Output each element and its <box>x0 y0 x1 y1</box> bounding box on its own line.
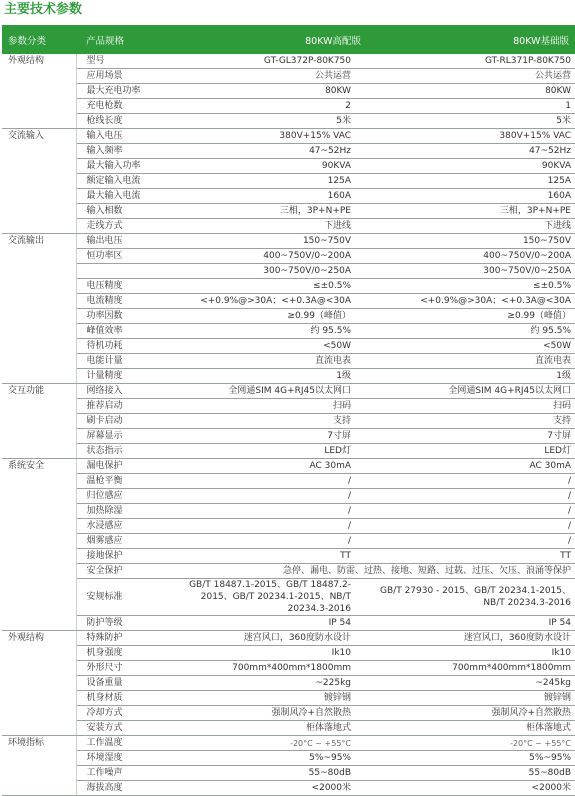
table-row <box>2 661 575 676</box>
value-high: 160A <box>161 189 367 204</box>
section-category: 交互功能 <box>2 384 76 459</box>
section-category: 交流输出 <box>2 234 76 384</box>
value-high: / <box>161 504 367 519</box>
param-name: 安全保护 <box>76 564 161 579</box>
value-base: / <box>367 534 575 549</box>
value-base: AC 30mA <box>367 459 575 474</box>
param-name: 走线方式 <box>76 219 161 234</box>
param-name: 计量精度 <box>76 369 161 384</box>
param-name: 归位感应 <box>76 489 161 504</box>
value-base: ≤±0.5% <box>367 279 575 294</box>
param-name: 推荐启动 <box>76 399 161 414</box>
value-high: 公共运营 <box>161 69 367 84</box>
param-name: 温枪平衡 <box>76 474 161 489</box>
param-name: 冷却方式 <box>76 706 161 721</box>
table-row <box>2 384 575 399</box>
table-row <box>2 646 575 661</box>
value-high: 150~750V <box>161 234 367 249</box>
table-row <box>2 354 575 369</box>
param-name: 充电枪数 <box>76 99 161 114</box>
table-row <box>2 234 575 249</box>
value-base: 380V+15% VAC <box>367 129 575 144</box>
param-name: 水浸感应 <box>76 519 161 534</box>
table-row <box>2 429 575 444</box>
param-name: 接地保护 <box>76 549 161 564</box>
value-base: 三相，3P+N+PE <box>367 204 575 219</box>
value-high: 90KVA <box>161 159 367 174</box>
table-row <box>2 474 575 489</box>
table-row <box>2 579 575 616</box>
param-name: 状态指示 <box>76 444 161 459</box>
param-name: 特殊防护 <box>76 631 161 646</box>
section-category: 环境指标 <box>2 736 76 796</box>
value-high: 80KW <box>161 84 367 99</box>
table-row <box>2 324 575 339</box>
table-row <box>2 721 575 736</box>
table-row <box>2 631 575 646</box>
value-high: TT <box>161 549 367 564</box>
value-base: <50W <box>367 339 575 354</box>
value-high: Ik10 <box>161 646 367 661</box>
table-row <box>2 294 575 309</box>
value-base: 1级 <box>367 369 575 384</box>
param-name: 屏幕显示 <box>76 429 161 444</box>
section-category: 外观结构 <box>2 54 76 129</box>
param-name: 输入频率 <box>76 144 161 159</box>
table-row <box>2 219 575 234</box>
header-category: 参数分类 <box>2 25 76 54</box>
table-row <box>2 706 575 721</box>
value-base: ~245kg <box>367 676 575 691</box>
value-high: 三相，3P+N+PE <box>161 204 367 219</box>
value-base: 柜体落地式 <box>367 721 575 736</box>
table-row <box>2 54 575 69</box>
value-base: TT <box>367 549 575 564</box>
value-base: -20°C ~ +55°C <box>367 736 575 751</box>
table-row <box>2 369 575 384</box>
value-base: 迷宫风口，360度防水设计 <box>367 631 575 646</box>
value-base: 47~52Hz <box>367 144 575 159</box>
value-base: 约 95.5% <box>367 324 575 339</box>
value-high: ≤±0.5% <box>161 279 367 294</box>
value-high: ~225kg <box>161 676 367 691</box>
value-base: IP 54 <box>367 616 575 631</box>
value-high: 下进线 <box>161 219 367 234</box>
value-base: 支持 <box>367 414 575 429</box>
param-name: 设备重量 <box>76 676 161 691</box>
value-high: <50W <box>161 339 367 354</box>
section-category: 外观结构 <box>2 631 76 736</box>
value-base: GB/T 27930 - 2015、GB/T 20234.1-2015、NB/T 20234.3-2016 <box>367 579 575 616</box>
value-high: -20°C ~ +55°C <box>161 736 367 751</box>
value-base: 700mm*400mm*1800mm <box>367 661 575 676</box>
value-both: 急停、漏电、防雷、过热、接地、短路、过载、过压、欠压、浪涌等保护 <box>161 564 575 579</box>
value-base: / <box>367 489 575 504</box>
param-name: 机身材质 <box>76 691 161 706</box>
table-header <box>2 25 575 54</box>
param-name: 机身强度 <box>76 646 161 661</box>
table-row <box>2 279 575 294</box>
param-name: 电压精度 <box>76 279 161 294</box>
value-base: 7寸屏 <box>367 429 575 444</box>
table-row <box>2 459 575 474</box>
value-high: 约 95.5% <box>161 324 367 339</box>
param-name: 最大输入电流 <box>76 189 161 204</box>
value-base: <+0.9%@>30A；<+0.3A@<30A <box>367 294 575 309</box>
value-high: 镀锌钢 <box>161 691 367 706</box>
table-row <box>2 114 575 129</box>
value-base: / <box>367 474 575 489</box>
param-name: 最大输入功率 <box>76 159 161 174</box>
table-row <box>2 399 575 414</box>
spec-table <box>2 25 575 796</box>
value-high: GB/T 18487.1-2015、GB/T 18487.2-2015、GB/T 20234.1-2015、NB/T 20234.3-2016 <box>161 579 367 616</box>
param-name: 安规标准 <box>76 579 161 616</box>
table-row <box>2 144 575 159</box>
value-high: <+0.9%@>30A；<+0.3A@<30A <box>161 294 367 309</box>
value-base: <2000米 <box>367 781 575 796</box>
value-base: GT-RL371P-80K750 <box>367 54 575 69</box>
value-base: 公共运营 <box>367 69 575 84</box>
header-model-high: 80KW高配版 <box>161 25 367 54</box>
value-high: 125A <box>161 174 367 189</box>
value-base: 125A <box>367 174 575 189</box>
param-name: 应用场景 <box>76 69 161 84</box>
value-high: / <box>161 534 367 549</box>
value-base: LED灯 <box>367 444 575 459</box>
table-row <box>2 249 575 264</box>
table-row <box>2 204 575 219</box>
section-category: 交流输入 <box>2 129 76 234</box>
value-base: 300~750V/0~250A <box>367 264 575 279</box>
table-row <box>2 676 575 691</box>
param-name: 待机功耗 <box>76 339 161 354</box>
param-name: 型号 <box>76 54 161 69</box>
header-spec: 产品规格 <box>76 25 161 54</box>
value-high: ≥0.99（峰值） <box>161 309 367 324</box>
param-name: 功率因数 <box>76 309 161 324</box>
table-row <box>2 616 575 631</box>
param-name: 枪线长度 <box>76 114 161 129</box>
param-name: 电流精度 <box>76 294 161 309</box>
table-body <box>2 54 575 796</box>
table-row <box>2 414 575 429</box>
value-base: 直流电表 <box>367 354 575 369</box>
value-base: 扫码 <box>367 399 575 414</box>
value-high: 1级 <box>161 369 367 384</box>
value-high: 300~750V/0~250A <box>161 264 367 279</box>
table-row <box>2 766 575 781</box>
value-high: 700mm*400mm*1800mm <box>161 661 367 676</box>
value-high: 直流电表 <box>161 354 367 369</box>
value-high: / <box>161 519 367 534</box>
table-row <box>2 444 575 459</box>
table-row <box>2 69 575 84</box>
value-base: 镀锌钢 <box>367 691 575 706</box>
value-high: / <box>161 489 367 504</box>
table-row <box>2 534 575 549</box>
param-name: 工作噪声 <box>76 766 161 781</box>
table-row <box>2 736 575 751</box>
table-row <box>2 129 575 144</box>
param-name: 输入电压 <box>76 129 161 144</box>
value-high: AC 30mA <box>161 459 367 474</box>
value-base: 下进线 <box>367 219 575 234</box>
table-row <box>2 519 575 534</box>
value-high: LED灯 <box>161 444 367 459</box>
value-high: 迷宫风口，360度防水设计 <box>161 631 367 646</box>
value-base: 400~750V/0~200A <box>367 249 575 264</box>
value-base: ≥0.99（峰值） <box>367 309 575 324</box>
value-high: 扫码 <box>161 399 367 414</box>
param-name: 输出电压 <box>76 234 161 249</box>
param-name: 最大充电功率 <box>76 84 161 99</box>
value-base: 5%~95% <box>367 751 575 766</box>
value-high: 柜体落地式 <box>161 721 367 736</box>
table-row <box>2 189 575 204</box>
value-base: 5米 <box>367 114 575 129</box>
param-name: 刷卡启动 <box>76 414 161 429</box>
table-row <box>2 751 575 766</box>
table-row <box>2 174 575 189</box>
value-high: IP 54 <box>161 616 367 631</box>
value-high: 400~750V/0~200A <box>161 249 367 264</box>
table-row <box>2 99 575 114</box>
param-name: 安装方式 <box>76 721 161 736</box>
value-high: <2000米 <box>161 781 367 796</box>
param-name: 电能计量 <box>76 354 161 369</box>
value-high: 强制风冷+自然散热 <box>161 706 367 721</box>
section-category: 系统安全 <box>2 459 76 631</box>
param-name: 环境湿度 <box>76 751 161 766</box>
value-base: 90KVA <box>367 159 575 174</box>
value-base: 全网通SIM 4G+RJ45以太网口 <box>367 384 575 399</box>
value-high: 7寸屏 <box>161 429 367 444</box>
value-high: 全网通SIM 4G+RJ45以太网口 <box>161 384 367 399</box>
table-row <box>2 264 575 279</box>
param-name: 网络接入 <box>76 384 161 399</box>
value-high: 5%~95% <box>161 751 367 766</box>
value-high: 支持 <box>161 414 367 429</box>
param-name: 烟雾感应 <box>76 534 161 549</box>
value-base: / <box>367 504 575 519</box>
header-model-base: 80KW基础版 <box>367 25 575 54</box>
value-high: 2 <box>161 99 367 114</box>
value-base: Ik10 <box>367 646 575 661</box>
param-name: 峰值效率 <box>76 324 161 339</box>
table-row <box>2 159 575 174</box>
table-row <box>2 781 575 796</box>
value-high: GT-GL372P-80K750 <box>161 54 367 69</box>
value-base: 80KW <box>367 84 575 99</box>
param-name: 加热除湿 <box>76 504 161 519</box>
table-row <box>2 489 575 504</box>
param-name: 输入相数 <box>76 204 161 219</box>
param-name: 恒功率区 <box>76 249 161 264</box>
value-high: 5米 <box>161 114 367 129</box>
value-base: / <box>367 519 575 534</box>
value-high: 55~80dB <box>161 766 367 781</box>
param-name <box>76 264 161 279</box>
param-name: 防护等级 <box>76 616 161 631</box>
table-row <box>2 504 575 519</box>
param-name: 额定输入电流 <box>76 174 161 189</box>
value-base: 1 <box>367 99 575 114</box>
page-title: 主要技术参数 <box>4 2 83 17</box>
value-high: 47~52Hz <box>161 144 367 159</box>
table-row <box>2 309 575 324</box>
table-row <box>2 339 575 354</box>
value-base: 55~80dB <box>367 766 575 781</box>
param-name: 漏电保护 <box>76 459 161 474</box>
table-row <box>2 564 575 579</box>
value-base: 150~750V <box>367 234 575 249</box>
table-row <box>2 84 575 99</box>
param-name: 外形尺寸 <box>76 661 161 676</box>
param-name: 工作温度 <box>76 736 161 751</box>
table-row <box>2 691 575 706</box>
value-base: 160A <box>367 189 575 204</box>
table-row <box>2 549 575 564</box>
value-base: 强制风冷+自然散热 <box>367 706 575 721</box>
value-high: 380V+15% VAC <box>161 129 367 144</box>
param-name: 海拔高度 <box>76 781 161 796</box>
value-high: / <box>161 474 367 489</box>
